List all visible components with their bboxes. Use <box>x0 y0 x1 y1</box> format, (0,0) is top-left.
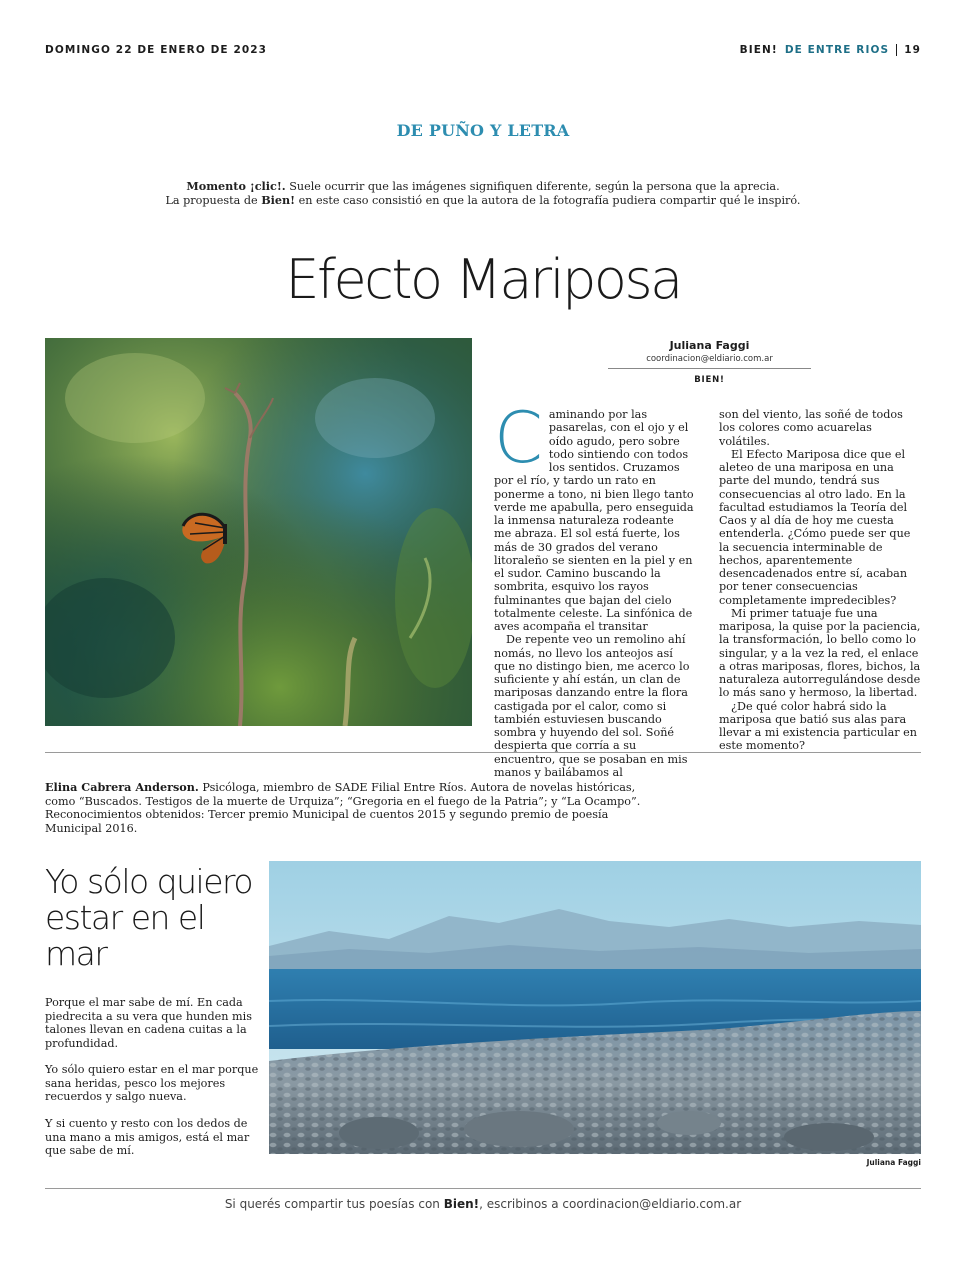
author-email: coordinacion@eldiario.com.ar <box>608 354 811 369</box>
article-title: Efecto Mariposa <box>285 248 681 311</box>
footer-post: , escribinos a coordinacion@eldiario.com.ar <box>479 1197 742 1211</box>
photo-credit: Juliana Faggi <box>866 1158 921 1167</box>
bio-name: Elina Cabrera Anderson. <box>45 780 199 794</box>
poem-stanza: Yo sólo quiero estar en el mar porque sana heridas, pesco los mejores recuerdos y salgo nueva. <box>45 1063 259 1104</box>
issue-date: DOMINGO 22 DE ENERO DE 2023 <box>45 44 268 56</box>
dropcap: C <box>494 397 543 479</box>
footer-note <box>0 1197 966 1211</box>
butterfly-photo <box>45 338 472 726</box>
author-org: BIEN! <box>694 375 725 385</box>
bio-text: Psicóloga, miembro de SADE Filial Entre Ríos. Autora de novelas históricas, como “Buscados. Testigos de la muerte de Urquiza”; “Gregoria en el fuego de la Patria”; y “La Ocampo”. Reconocimientos obtenidos: Tercer premio Municipal de cuentos 2015 y segundo premio de poesía Municipal 2016. <box>45 781 641 835</box>
intro-rest: en este caso consistió en que la autora de la fotografía pudiera compartir qué le inspiró. <box>295 194 801 207</box>
sea-photo <box>269 861 921 1154</box>
footer-pre: Si querés compartir tus poesías con <box>224 1197 444 1211</box>
footer-brand: Bien! <box>443 1197 480 1211</box>
section-title: DE PUÑO Y LETRA <box>396 121 570 140</box>
masthead-brand <box>740 44 921 56</box>
brand-name: BIEN! <box>739 44 778 56</box>
author-byline <box>608 338 811 385</box>
divider-rule <box>45 752 921 753</box>
intro-brand: Bien! <box>261 193 296 207</box>
article-paragraph: De repente veo un remolino ahí nomás, no llevo los anteojos así que no distingo bien, me acerco lo suficiente y ahí están, un clan de mariposas danzando entre la flora castigada por el calor, como si también estuviesen buscando sombra y huyendo del sol. Soñé despierta que corría a su encuentro, que se posaban en mis manos y bailábamos al <box>494 633 690 779</box>
article-column-1 <box>494 397 694 779</box>
article-paragraph: ¿De qué color habrá sido la mariposa que batió sus alas para llevar a mi existencia particular en este momento? <box>719 699 917 753</box>
author-bio <box>45 781 665 835</box>
poem-stanza: Porque el mar sabe de mí. En cada piedrecita a su vera que hunden mis talones llevan en cadena cuitas a la profundidad. <box>45 996 252 1050</box>
brand-divider <box>896 44 897 56</box>
poem-stanza: Y si cuento y resto con los dedos de una mano a mis amigos, está el mar que sabe de mí. <box>45 1117 250 1158</box>
brand-section: DE ENTRE RIOS <box>784 44 890 56</box>
article-paragraph: Mi primer tatuaje fue una mariposa, la quise por la paciencia, la transformación, lo bello como lo singular, y a la vez la red, el enlace a otras mariposas, flores, bichos, la naturaleza autorregulándose desde lo más sano y hermoso, la libertad. <box>719 606 921 700</box>
poem-title: Yo sólo quiero estar en el mar <box>45 862 253 973</box>
intro-text: Suele ocurrir que las imágenes signifiquen diferente, según la persona que la aprecia. <box>285 180 780 193</box>
article-paragraph: son del viento, las soñé de todos los colores como acuarelas volátiles. <box>719 408 903 448</box>
page-number: 19 <box>904 44 921 56</box>
author-name: Juliana Faggi <box>669 339 750 352</box>
intro-bold: Momento ¡clic!. <box>186 179 286 193</box>
article-paragraph: aminando por las pasarelas, con el ojo y el oído agudo, pero sobre todo sintiendo con todos los sentidos. Cruzamos por el río, y tardo un rato en ponerme a tono, ni bien llego tanto verde me apabulla, pero enseguida la inmensa naturaleza rodeante me abraza. El sol está fuerte, los más de 30 grados del verano litoraleño se sienten en la piel y en el sudor. Camino buscando la sombrita, esquivo los rayos fulminantes que bajan del cielo totalmente celeste. La sinfónica de aves acompaña el transitar <box>494 408 694 633</box>
article-column-2 <box>719 408 922 753</box>
intro-line-2 <box>0 193 966 209</box>
footer-rule <box>45 1188 921 1189</box>
article-paragraph: El Efecto Mariposa dice que el aleteo de una mariposa en una parte del mundo, tendrá sus consecuencias al otro lado. En la facultad estudiamos la Teoría del Caos y al día de hoy me cuesta entenderla. ¿Cómo puede ser que la secuencia interminable de hechos, aparentemente desencadenados entre sí, acaban por tener consecuencias completamente impredecibles? <box>719 447 911 607</box>
intro-pre: La propuesta de <box>165 194 262 207</box>
